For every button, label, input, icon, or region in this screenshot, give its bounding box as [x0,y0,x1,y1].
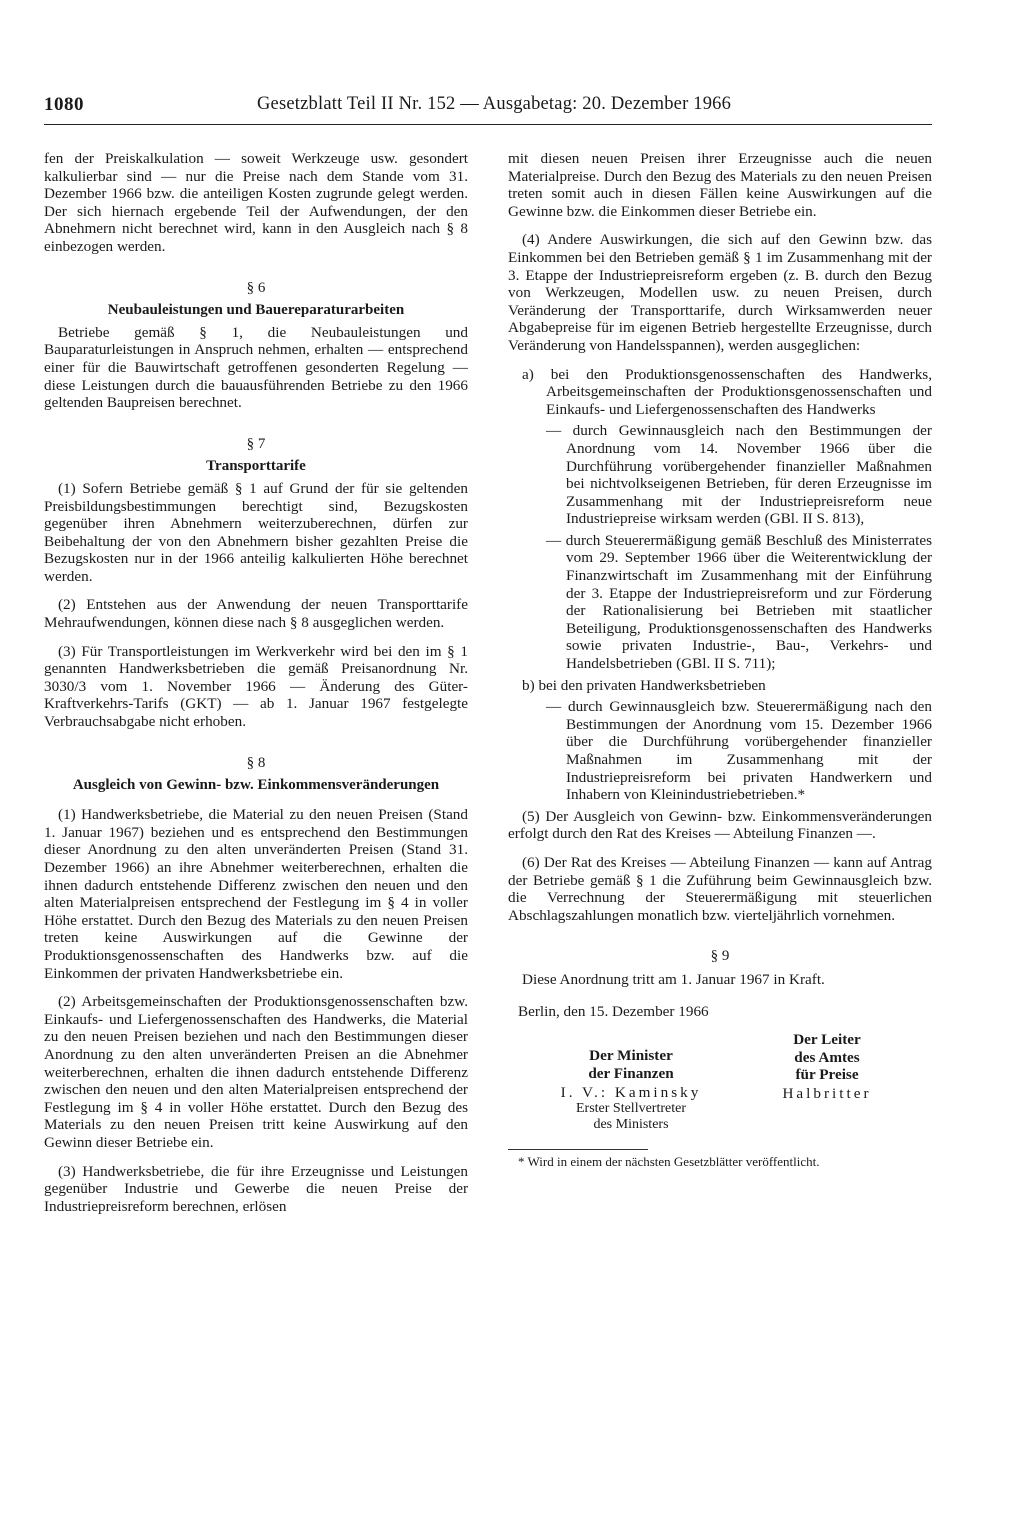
section-7-paragraph-1: (1) Sofern Betriebe gemäß § 1 auf Grund der für sie geltenden Preisbildungsbestimmungen berechtigt sind, Bezugskosten gegenüber ihren Abnehmern weiterzuberechnen, dürfen zur Beibehaltung der von den Abnehmern bisher gezahlten Preise die Bezugskosten nur in der 1966 anteilig kalkulierten Höhe berechnet werden. [44,479,468,585]
minister-title-line-2: der Finanzen [588,1064,674,1082]
section-7-title: Transporttarife [206,458,306,475]
section-8-paragraph-3: (3) Handwerksbetriebe, die für ihre Erzeugnisse und Leistungen gegenüber Industrie und Gewerbe die neuen Preise der Industriepreisreform berechnen, erlösen [44,1162,468,1215]
section-6-paragraph: Betriebe gemäß § 1, die Neubauleistungen und Bauparaturleistungen in Anspruch nehmen, erhalten — entsprechend einer für die Bauwirtschaft getroffenen gesonderten Regelung — diese Leistungen durch die bauausführenden Betriebe zu den 1966 geltenden Baupreisen berechnet. [44,323,468,412]
list-item-b-dash-1: — durch Gewinnausgleich bzw. Steuerermäßigung nach den Bestimmungen der Anordnung vom 15. Dezember 1966 über die Durchführung vorübergehender finanzieller Maßnahmen im Zusammenhang mit der Industriepreisreform bei privaten Handwerkern und Inhabern von Kleinindustriebetrieben.* [546,698,932,804]
minister-signatory: I. V.: Kaminsky [560,1083,702,1101]
section-7-paragraph-3: (3) Für Transportleistungen im Werkverkehr wird bei den im § 1 genannten Handwerksbetrieben die gemäß Preisanordnung Nr. 3030/3 vom 1. November 1966 — Änderung des Güter-Kraftverkehrs-Tarifs (GKT) — ab 1. Januar 1967 festgelegte Verbrauchsabgabe nicht erhoben. [44,642,468,731]
section-8-paragraph-5: (5) Der Ausgleich von Gewinn- bzw. Einkommensveränderungen erfolgt durch den Rat des Kreises — Abteilung Finanzen —. [508,807,932,843]
signature-block [508,1031,932,1143]
place-and-date: Berlin, den 15. Dezember 1966 [518,1002,709,1020]
section-6-number: § 6 [246,279,266,296]
left-column [44,150,468,1226]
signature-minister [536,1047,726,1133]
office-title-line-2: des Amtes [794,1048,860,1066]
paragraph-continued-right: mit diesen neuen Preisen ihrer Erzeugnisse auch die neuen Materialpreise. Durch den Bezug des Materials zu den neuen Preisen treten somit auch in diesen Fällen keine Auswirkungen auf die Gewinne bzw. die Einkommen dieser Betriebe ein. [508,150,932,220]
section-8-title: Ausgleich von Gewinn- bzw. Einkommensveränderungen [72,777,440,794]
section-8-number: § 8 [246,754,266,771]
footnote-divider [508,1149,648,1150]
minister-title-line-1: Der Minister [589,1047,673,1065]
office-title-line-3: für Preise [795,1065,859,1083]
section-6-title: Neubauleistungen und Bauereparaturarbeiten [107,302,405,319]
list-item-a-dash-1: — durch Gewinnausgleich nach den Bestimmungen der Anordnung vom 14. November 1966 über die Durchführung vorübergehender finanzieller Maßnahmen bei nichtvolkseigenen Betrieben, für deren Erzeugnisse im Zusammenhang mit der Industriepreisreform neue Industriepreise wirksam werden (GBl. II S. 813), [546,422,932,528]
section-9-paragraph: Diese Anordnung tritt am 1. Januar 1967 in Kraft. [522,970,825,988]
minister-role-line-1: Erster Stellvertreter [575,1101,686,1117]
paragraph-continued: fen der Preiskalkulation — soweit Werkzeuge usw. gesondert kalkulierbar sind — nur die Preise nach dem Stande vom 31. Dezember 1966 bzw. die anteiligen Kosten zugrunde gelegt werden. Der sich hiernach ergebende Teil der Aufwendungen, der den Abnehmern nicht berechnet wird, kann in den Ausgleich nach § 8 einbezogen werden. [44,150,468,255]
section-8-paragraph-1: (1) Handwerksbetriebe, die Material zu den neuen Preisen (Stand 1. Januar 1967) beziehen und es entsprechend den Bestimmungen dieser Anordnung zu den alten unveränderten Preisen (Stand 31. Dezember 1966) an ihre Abnehmer weiterberechnen, erhalten die ihnen dadurch entstehende Differenz zwischen den neuen und den alten Materialpreisen entsprechend der Festlegung im § 4 in voller Höhe erstattet. Durch den Bezug des Materials zu den neuen Preisen treten keine Auswirkungen auf die Gewinne der Produktionsgenossenschaften des Handwerks bzw. auf die Einkommen der privaten Handwerksbetriebe ein. [44,806,468,982]
signature-price-office [752,1031,902,1103]
header-title: Gesetzblatt Teil II Nr. 152 — Ausgabetag: 20. Dezember 1966 [257,94,732,114]
list-item-a-dash-2: — durch Steuerermäßigung gemäß Beschluß des Ministerrates vom 29. September 1966 über die Weiterentwicklung der Finanzwirtschaft im Zusammenhang mit der Einführung der 3. Etappe der Industriepreisreform und zur Förderung der Rationalisierung bei Betrieben mit staatlicher Beteiligung, Produktionsgenossenschaften des Handwerks sowie privaten Industrie-, Bau-, Verkehrs- und Handelsbetrieben (GBl. II S. 711); [546,531,932,673]
section-8-paragraph-4: (4) Andere Auswirkungen, die sich auf den Gewinn bzw. das Einkommen bei den Betrieben gemäß § 1 im Zusammenhang mit der 3. Etappe der Industriepreisreform ergeben (z. B. durch den Bezug von Werkzeugen, Modellen usw. zu neuen Preisen, durch Veränderung der Transporttarife, durch Wirksamwerden neuer Abgabepreise für im eigenen Betrieb hergestellte Erzeugnisse, durch Veränderung von Handelsspannen), werden ausgeglichen: [508,231,932,354]
minister-role-line-2: des Ministers [593,1117,669,1133]
list-item-a: a) bei den Produktionsgenossenschaften des Handwerks, Arbeitsgemeinschaften der Produktionsgenossenschaften und Einkaufs- und Liefergenossenschaften des Handwerks [522,365,932,418]
footnote: * Wird in einem der nächsten Gesetzblätter veröffentlicht. [518,1154,820,1170]
section-9-number: § 9 [710,948,730,965]
office-signatory: Halbritter [782,1085,872,1103]
section-7-number: § 7 [246,435,266,452]
section-8-paragraph-2: (2) Arbeitsgemeinschaften der Produktionsgenossenschaften bzw. Einkaufs- und Liefergenossenschaften des Handwerks, die Material zu den neuen Preisen beziehen und nach den Bestimmungen dieser Anordnung zu den alten unveränderten Preisen an die Abnehmer weiterberechnen, erhalten die ihnen dadurch entstehende Differenz zwischen den neuen und den alten Materialpreisen entsprechend der Festlegung im § 4 in voller Höhe erstattet. Durch den Bezug des Materials zu den neuen Preisen tritt keine Auswirkung auf den Gewinn dieser Betriebe ein. [44,993,468,1151]
page-number: 1080 [44,94,84,115]
section-8-paragraph-6: (6) Der Rat des Kreises — Abteilung Finanzen — kann auf Antrag der Betriebe gemäß § 1 die Zuführung beim Gewinnausgleich bzw. die Verrechnung der Steuerermäßigung mit steuerlichen Abschlagszahlungen monatlich bzw. vierteljährlich vornehmen. [508,853,932,924]
office-title-line-1: Der Leiter [793,1031,861,1049]
right-column [508,150,932,1180]
page-header [44,94,932,125]
section-7-paragraph-2: (2) Entstehen aus der Anwendung der neuen Transporttarife Mehraufwendungen, können diese nach § 8 ausgeglichen werden. [44,596,468,632]
list-item-b: b) bei den privaten Handwerksbetrieben [522,676,766,694]
